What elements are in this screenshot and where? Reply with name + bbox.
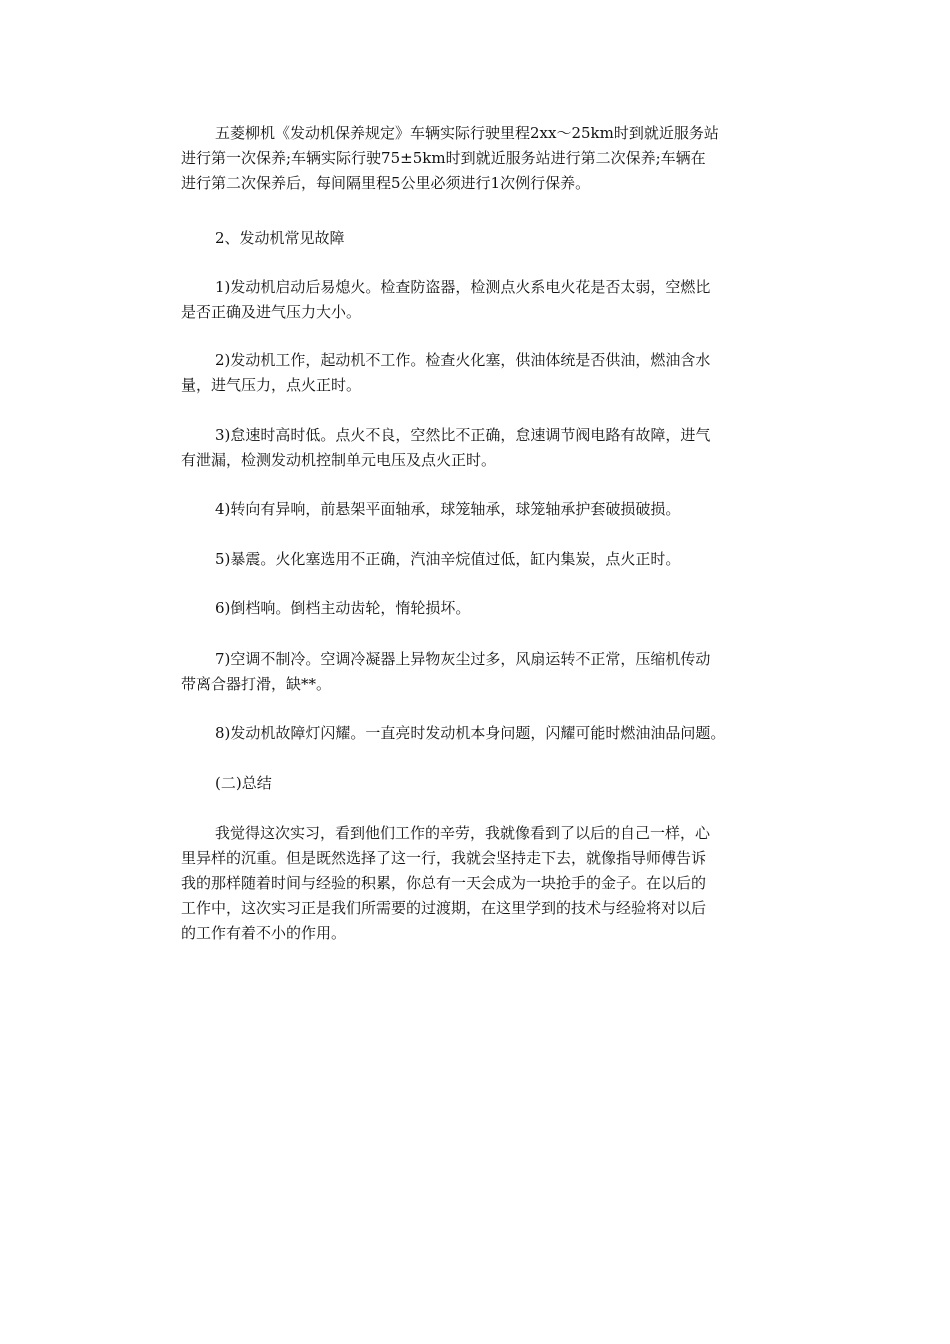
fault-item-2 <box>181 348 771 398</box>
paragraph-line: 我的那样随着时间与经验的积累，你总有一天会成为一块抢手的金子。在以后的 <box>181 874 707 892</box>
paragraph-line: 是否正确及进气压力大小。 <box>181 303 362 321</box>
paragraph-line: 工作中，这次实习正是我们所需要的过渡期，在这里学到的技术与经验将对以后 <box>181 899 707 917</box>
heading-line: (二)总结 <box>215 774 272 792</box>
paragraph-line: 带离合器打滑，缺**。 <box>181 675 332 693</box>
paragraph-maintenance-rule <box>181 121 771 196</box>
paragraph-line: 3)怠速时高时低。点火不良，空然比不正确，怠速调节阀电路有故障，进气 <box>215 426 711 444</box>
section-heading <box>181 226 771 251</box>
paragraph-line: 有泄漏，检测发动机控制单元电压及点火正时。 <box>181 451 497 469</box>
paragraph-line: 8)发动机故障灯闪耀。一直亮时发动机本身问题，闪耀可能时燃油油品问题。 <box>215 724 726 742</box>
fault-item-6 <box>181 596 771 621</box>
heading-line: 2、发动机常见故障 <box>215 229 345 247</box>
fault-item-7 <box>181 647 771 697</box>
paragraph-line: 进行第二次保养后，每间隔里程5公里必须进行1次例行保养。 <box>181 174 591 192</box>
paragraph-line: 1)发动机启动后易熄火。检查防盗器，检测点火系电火花是否太弱，空燃比 <box>215 278 711 296</box>
paragraph-line: 6)倒档响。倒档主动齿轮，惰轮损坏。 <box>215 599 471 617</box>
fault-item-8 <box>181 721 771 746</box>
paragraph-line: 2)发动机工作，起动机不工作。检查火化塞，供油体统是否供油，燃油含水 <box>215 351 711 369</box>
paragraph-line: 里异样的沉重。但是既然选择了这一行，我就会坚持走下去，就像指导师傅告诉 <box>181 849 707 867</box>
fault-item-5 <box>181 547 771 572</box>
fault-item-1 <box>181 275 771 325</box>
paragraph-line: 的工作有着不小的作用。 <box>181 924 347 942</box>
summary-heading <box>181 771 771 796</box>
paragraph-line: 4)转向有异响，前悬架平面轴承，球笼轴承，球笼轴承护套破损破损。 <box>215 500 681 518</box>
paragraph-line: 五菱柳机《发动机保养规定》车辆实际行驶里程2xx～25km时到就近服务站 <box>215 124 719 142</box>
fault-item-3 <box>181 423 771 473</box>
summary-paragraph <box>181 821 771 946</box>
paragraph-line: 7)空调不制冷。空调冷凝器上异物灰尘过多，风扇运转不正常，压缩机传动 <box>215 650 711 668</box>
fault-item-4 <box>181 497 771 522</box>
paragraph-line: 进行第一次保养;车辆实际行驶75±5km时到就近服务站进行第二次保养;车辆在 <box>181 149 706 167</box>
paragraph-line: 5)暴震。火化塞选用不正确，汽油辛烷值过低，缸内集炭，点火正时。 <box>215 550 681 568</box>
paragraph-line: 量，进气压力，点火正时。 <box>181 376 362 394</box>
paragraph-line: 我觉得这次实习，看到他们工作的辛劳，我就像看到了以后的自己一样，心 <box>215 824 711 842</box>
